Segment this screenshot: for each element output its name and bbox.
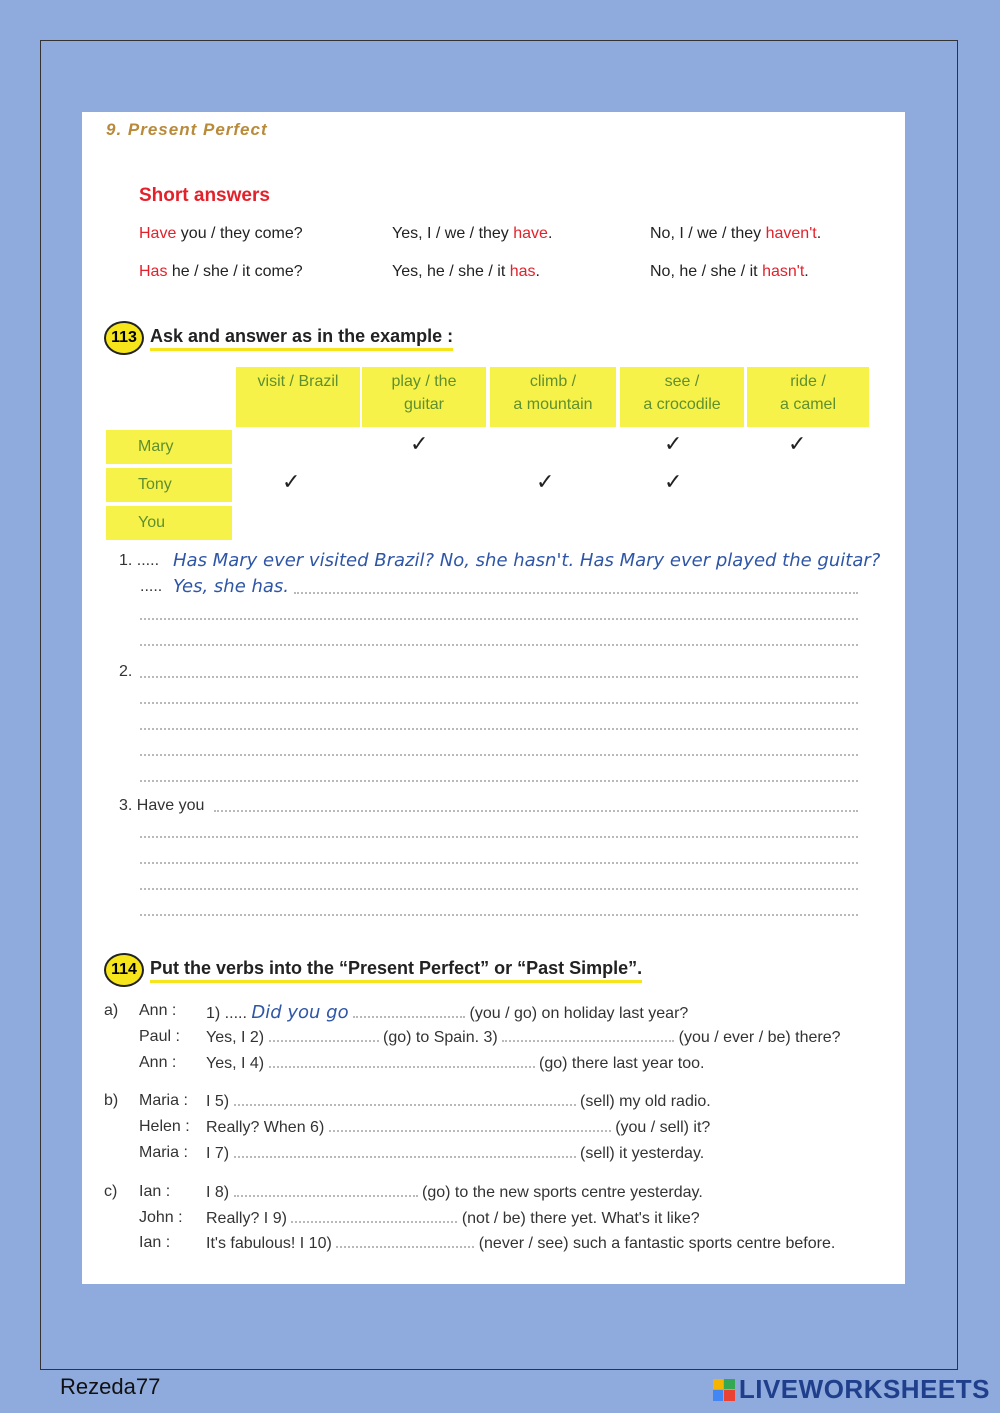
column-header-play-guitar: play / the guitar	[362, 367, 486, 427]
liveworksheets-icon	[713, 1379, 735, 1401]
exercise-title: Ask and answer as in the example :	[150, 326, 453, 351]
answer-line[interactable]	[140, 914, 858, 916]
dialogue-line: Really? When 6) (you / sell) it?	[206, 1119, 711, 1136]
column-header-ride-camel: ride / a camel	[747, 367, 869, 427]
answer-blank[interactable]	[329, 1118, 611, 1132]
answer-line[interactable]	[140, 754, 858, 756]
answer-blank[interactable]	[234, 1092, 576, 1106]
unit-title: 9. Present Perfect	[106, 120, 268, 139]
answer-line[interactable]	[140, 780, 858, 782]
answer-line[interactable]	[140, 728, 858, 730]
section-label: b)	[104, 1092, 119, 1109]
tick-mark: ✓	[282, 470, 301, 495]
answer-line[interactable]	[140, 702, 858, 704]
speaker: Ann :	[139, 1002, 177, 1019]
author-name: Rezeda77	[60, 1374, 161, 1399]
item-number: 2.	[119, 663, 133, 680]
dialogue-line: I 5) (sell) my old radio.	[206, 1093, 711, 1110]
dialogue-line: I 7) (sell) it yesterday.	[206, 1145, 705, 1162]
dialogue-line: Yes, I 4) (go) there last year too.	[206, 1055, 705, 1072]
answer-blank[interactable]	[234, 1183, 418, 1197]
dialogue-line: I 8) (go) to the new sports centre yesterday.	[206, 1184, 703, 1201]
answer-line[interactable]	[140, 618, 858, 620]
exercise-number-badge: 114	[104, 953, 144, 987]
answer-blank[interactable]	[269, 1054, 535, 1068]
tick-mark: ✓	[410, 432, 429, 457]
speaker: Maria :	[139, 1092, 188, 1109]
exercise-113-header	[104, 320, 453, 356]
tick-mark: ✓	[664, 432, 683, 457]
answer-line[interactable]	[140, 676, 858, 678]
column-header-visit-brazil: visit / Brazil	[236, 367, 360, 427]
answer-line[interactable]	[294, 592, 858, 594]
short-answers-title: Short answers	[139, 185, 270, 206]
brand-logo[interactable]	[713, 1374, 990, 1405]
tick-mark: ✓	[536, 470, 555, 495]
answer-line[interactable]	[140, 836, 858, 838]
dialogue-line: Yes, I 2) (go) to Spain. 3) (you / ever / be) there?	[206, 1029, 841, 1046]
exercise-114-header	[104, 952, 642, 988]
example-answer: Has Mary ever visited Brazil? No, she hasn't. Has Mary ever played the guitar?	[173, 550, 881, 571]
answer-line[interactable]	[214, 810, 858, 812]
answer-blank[interactable]	[234, 1144, 576, 1158]
dialogue-line: Really? I 9) (not / be) there yet. What's it like?	[206, 1210, 700, 1227]
answer-line[interactable]	[140, 644, 858, 646]
dialogue-line: 1) ..... Did you go (you / go) on holiday last year?	[206, 1002, 689, 1023]
row-label-mary: Mary	[106, 430, 232, 464]
brand-name: LIVEWORKSHEETS	[738, 1374, 990, 1404]
answer-blank[interactable]	[291, 1209, 457, 1223]
exercise-title: Put the verbs into the “Present Perfect” or “Past Simple”.	[150, 958, 642, 983]
row-label-tony: Tony	[106, 468, 232, 502]
speaker: Maria :	[139, 1144, 188, 1161]
item-number: 3. Have you	[119, 797, 205, 814]
row-label-you: You	[106, 506, 232, 540]
speaker: John :	[139, 1209, 183, 1226]
section-label: a)	[104, 1002, 119, 1019]
section-label: c)	[104, 1183, 118, 1200]
speaker: Ian :	[139, 1183, 171, 1200]
example-answer: Did you go	[251, 1002, 349, 1023]
speaker: Ian :	[139, 1234, 171, 1251]
exercise-number-badge: 113	[104, 321, 144, 355]
item-number: 1. .....	[119, 552, 160, 569]
dialogue-line: It's fabulous! I 10) (never / see) such a fantastic sports centre before.	[206, 1235, 836, 1252]
worksheet: 9. Present Perfect Short answers Have you / they come? Yes, I / we / they have. No, I / we / they haven't. Has he / she / it come? Yes, he / she / it has. No, he / she / it hasn't. 113 Ask and answer as in the example : visit / Brazil play / the guitar climb / a mountain see / a crocodile ride / a camel Mary Tony You ✓ ✓ ✓ ✓ ✓ ✓ 1. ..... Has Mary ever visited Brazil? No, she hasn't. Has Mary ever played the guitar? ..... Yes, she has. 2. 3. Have you 114 Put the verbs into the “Present Perfect” or “Past Simple”. a) Ann : 1) ..... Did you go (you / go) on holiday last year? Paul : Yes, I 2) (go) to Spain. 3) (you / ever / be) there? Ann : Yes, I 4) (go) there last year too. b) Maria : I 5) (sell) my old radio. Helen : Really? When 6) (you / sell) it? Maria : I 7) (sell) it yesterday. c) Ian : I 8) (go) to the new sports centre yesterday. John : Really? I 9) (not / be) there yet. What's it like? Ian : It's fabulous! I 10) (never / see) such a fantastic sports centre before.	[82, 112, 905, 1284]
answer-blank[interactable]	[353, 1004, 465, 1018]
speaker: Paul :	[139, 1028, 180, 1045]
example-answer: Yes, she has.	[173, 576, 290, 597]
tick-mark: ✓	[664, 470, 683, 495]
speaker: Helen :	[139, 1118, 190, 1135]
tick-mark: ✓	[788, 432, 807, 457]
answer-line[interactable]	[140, 862, 858, 864]
speaker: Ann :	[139, 1054, 177, 1071]
answer-blank[interactable]	[269, 1028, 379, 1042]
column-header-see-crocodile: see / a crocodile	[620, 367, 744, 427]
item-continuation: .....	[140, 578, 163, 595]
answer-line[interactable]	[140, 888, 858, 890]
column-header-climb-mountain: climb / a mountain	[490, 367, 616, 427]
answer-blank[interactable]	[336, 1234, 474, 1248]
answer-blank[interactable]	[502, 1028, 674, 1042]
